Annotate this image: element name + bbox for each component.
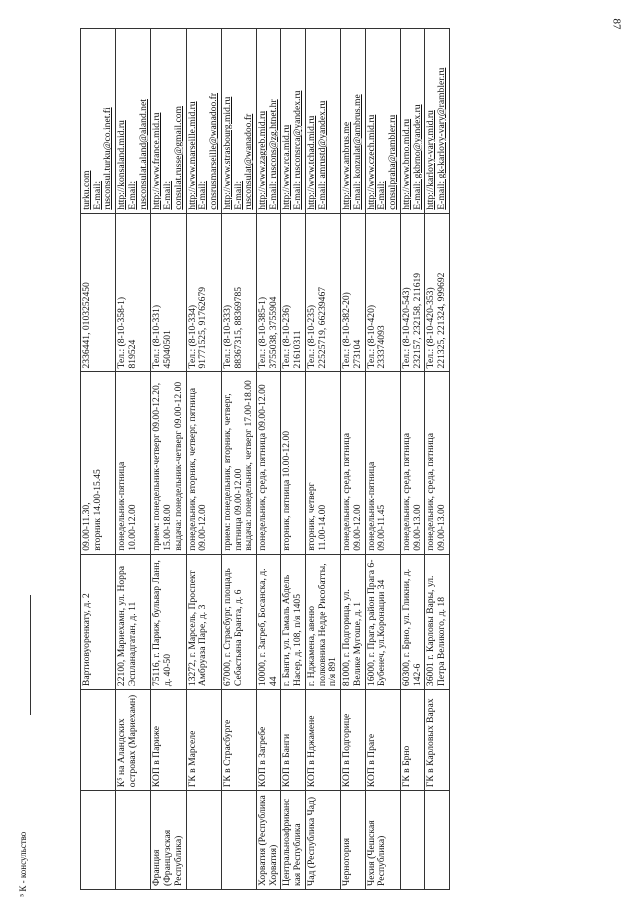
cell-country: Черногория bbox=[341, 791, 365, 890]
consulates-table bbox=[80, 28, 450, 890]
cell-phone: Тел.: (8-10-333) 88367315, 88369785 bbox=[221, 213, 256, 372]
cell-country: Чехия (Чешская Республика) bbox=[365, 791, 400, 890]
cell-hours: вторник, пятница 10.00-12.00 bbox=[281, 372, 305, 554]
cell-phone: Тел.: (8-10-420) 233374093 bbox=[365, 213, 400, 372]
cell-country: Франция (Французская Республика) bbox=[151, 791, 186, 890]
cell-phone: Тел.: (8-10-235) 22525719, 66239467 bbox=[305, 213, 340, 372]
cell-address: г. Банги, ул. Гамаль Абдель Насер, д. 108, п/я 1405 bbox=[281, 554, 305, 689]
cell-address: 75116, г. Париж, бульвар Ланн, д. 40-50 bbox=[151, 554, 186, 689]
cell-address: Вартиовуоренкату, д. 2 bbox=[81, 554, 116, 689]
cell-country bbox=[400, 791, 424, 890]
cell-web[interactable]: http://www.zagreb.mid.ru E-mail: ruscons@zg.htnet.hr bbox=[257, 29, 281, 214]
cell-phone: Тел.: (8-10-236) 21610311 bbox=[281, 213, 305, 372]
cell-hours: вторник, четверг 11.00-14.00 bbox=[305, 372, 340, 554]
cell-country: Хорватия (Республика Хорватия) bbox=[257, 791, 281, 890]
cell-web[interactable]: turku.com E-mail: rusconsul.turku@co.inet.fi bbox=[81, 29, 116, 214]
table-row bbox=[281, 29, 305, 890]
cell-hours: прием: понедельник-четверг 09.00-12.20, 15.00-18.00 выдача: понедельник-четверг 09.00-12.00 bbox=[151, 372, 186, 554]
cell-country bbox=[81, 791, 116, 890]
cell-phone: Тел.: (8-10-420-543) 232157, 232158, 211619 bbox=[400, 213, 424, 372]
cell-office: К⁵ на Аландских островах (Мариехамн) bbox=[116, 690, 151, 791]
cell-web[interactable]: http://www.ambrus.me E-mail: konzulat@ambrus.me bbox=[341, 29, 365, 214]
cell-web[interactable]: http://karlovy-vary.mid.ru E-mail: gk-karlovy-vary@rambler.ru bbox=[425, 29, 449, 214]
cell-web[interactable]: http://www.strasbourg.mid.ru E-mail: rusconsulat@wanadoo.fr bbox=[221, 29, 256, 214]
cell-hours: понедельник, среда, пятница 09.00-13.00 bbox=[400, 372, 424, 554]
cell-hours: понедельник, среда, пятница 09.00-13.00 bbox=[425, 372, 449, 554]
cell-office: КОП в Париже bbox=[151, 690, 186, 791]
cell-phone: Тел.: (8-10-382-20) 273104 bbox=[341, 213, 365, 372]
cell-office: КОП в Подгорице bbox=[341, 690, 365, 791]
cell-address: 67000, г. Страсбург, площадь Себастьяна Бранта, д. 6 bbox=[221, 554, 256, 689]
cell-hours: понедельник-пятница 09.00-11.45 bbox=[365, 372, 400, 554]
cell-hours: понедельник, среда, пятница 09.00-12.00 bbox=[341, 372, 365, 554]
cell-office: КОП в Нджамене bbox=[305, 690, 340, 791]
page-number: 87 bbox=[610, 18, 623, 30]
rotated-table-container bbox=[80, 28, 640, 890]
cell-hours: понедельник, вторник, четверг, пятница 09.00-12.00 bbox=[186, 372, 221, 554]
table-row bbox=[221, 29, 256, 890]
table-row bbox=[365, 29, 400, 890]
cell-phone: Тел.: (8-10-334) 91771525, 91762679 bbox=[186, 213, 221, 372]
table-row bbox=[116, 29, 151, 890]
cell-office: ГК в Марселе bbox=[186, 690, 221, 791]
cell-web[interactable]: http://konsaland.mid.ru E-mail: rusconsulat.aland@aland.net bbox=[116, 29, 151, 214]
cell-address: 22100, Мариехамн, ул. Норра Эспланадгатан, д. 11 bbox=[116, 554, 151, 689]
cell-office: КОП в Банги bbox=[281, 690, 305, 791]
cell-web[interactable]: http://www.tchad.mid.ru E-mail: amrustd@yandex.ru bbox=[305, 29, 340, 214]
cell-hours: прием: понедельник, вторник, четверг, пятница 09.00-12.00 выдача: понедельник, четверг 17.00-18.00 bbox=[221, 372, 256, 554]
cell-office: КОП в Праге bbox=[365, 690, 400, 791]
cell-phone: Тел.: (8-10-331) 45040501 bbox=[151, 213, 186, 372]
cell-phone: Тел.: (8-10-420-353) 221325, 221324, 999692 bbox=[425, 213, 449, 372]
cell-address: 81000, г. Подгорица, ул. Велике Мугоше, д. 1 bbox=[341, 554, 365, 689]
cell-office: ГК в Брно bbox=[400, 690, 424, 791]
cell-address: 10000, г. Загреб, Босанска, д. 44 bbox=[257, 554, 281, 689]
cell-web[interactable]: http://www.france.mid.ru E-mail: consulat.russe@gmail.com bbox=[151, 29, 186, 214]
footnote: ⁵ К - консульство bbox=[18, 831, 28, 897]
cell-address: 13272, г. Марсель, Проспект Амбруаза Паре, д. 3 bbox=[186, 554, 221, 689]
cell-hours: 09.00-11.30, вторник 14.00-15.45 bbox=[81, 372, 116, 554]
table-row bbox=[151, 29, 186, 890]
table-row bbox=[257, 29, 281, 890]
cell-phone: Тел.: (8-10-385-1) 3755038, 3755904 bbox=[257, 213, 281, 372]
table-row bbox=[400, 29, 424, 890]
cell-country bbox=[425, 791, 449, 890]
cell-web[interactable]: http://www.czech.mid.ru E-mail: consulpraha@rambler.ru bbox=[365, 29, 400, 214]
cell-address: г. Нджамена, авеню полковника Недде Рисобатты, п/я 891 bbox=[305, 554, 340, 689]
cell-address: 60300, г. Брно, ул. Гликни, д. 142-6 bbox=[400, 554, 424, 689]
cell-web[interactable]: http://www.brno.mid.ru E-mail: gkbrno@yandex.ru bbox=[400, 29, 424, 214]
cell-address: 36001 г. Карловы Вары, ул. Петра Великого, д. 18 bbox=[425, 554, 449, 689]
cell-country bbox=[186, 791, 221, 890]
cell-address: 16000, г. Прага, район Прага 6-Бубенеч, ул.Коронации 34 bbox=[365, 554, 400, 689]
table-row bbox=[341, 29, 365, 890]
cell-hours: понедельник-пятница 10.00-12.00 bbox=[116, 372, 151, 554]
cell-web[interactable]: http://www.rca.mid.ru E-mail: rusconsrca@yandex.ru bbox=[281, 29, 305, 214]
cell-hours: понедельник, среда, пятница 09.00-12.00 bbox=[257, 372, 281, 554]
cell-office bbox=[81, 690, 116, 791]
table-row bbox=[81, 29, 116, 890]
table-row bbox=[186, 29, 221, 890]
cell-phone: 2336441, 0103252450 bbox=[81, 213, 116, 372]
cell-office: ГК в Карловых Варах bbox=[425, 690, 449, 791]
table-row bbox=[425, 29, 449, 890]
footnote-rule bbox=[30, 595, 31, 715]
table-row bbox=[305, 29, 340, 890]
cell-country: Чад (Республика Чад) bbox=[305, 791, 340, 890]
cell-country bbox=[221, 791, 256, 890]
cell-country bbox=[116, 791, 151, 890]
cell-office: ГК в Страсбурге bbox=[221, 690, 256, 791]
cell-office: КОП в Загребе bbox=[257, 690, 281, 791]
cell-phone: Тел.: (8-10-358-1) 819524 bbox=[116, 213, 151, 372]
cell-web[interactable]: http://www.marseille.mid.ru E-mail: consrusmarseille@wanadoo.fr bbox=[186, 29, 221, 214]
cell-country: Центральноафриканская Республика bbox=[281, 791, 305, 890]
